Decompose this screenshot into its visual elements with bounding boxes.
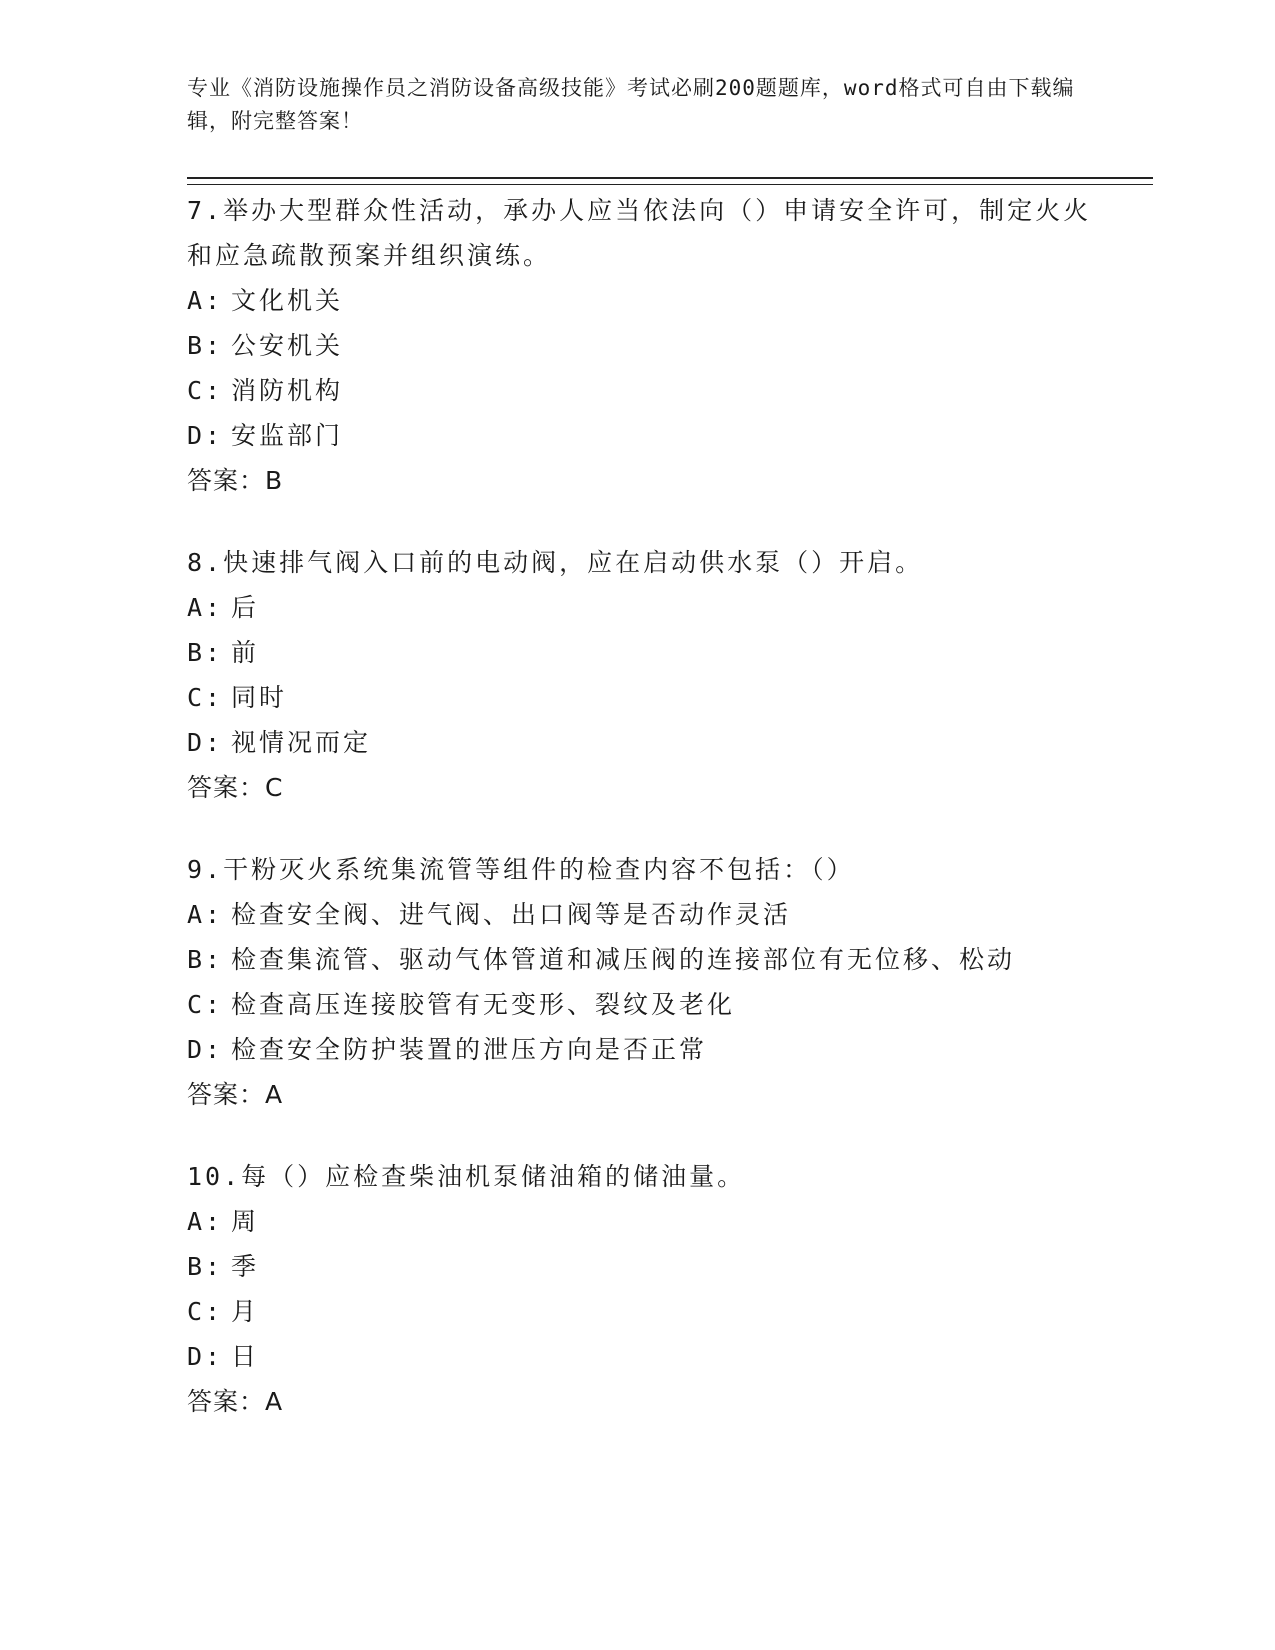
option-c <box>187 368 1107 413</box>
option-b <box>187 1244 1107 1289</box>
answer-line: 答案：A <box>187 1080 284 1109</box>
option-text: 公安机关 <box>231 331 344 360</box>
option-text: 视情况而定 <box>231 728 372 757</box>
question-stem: 9.干粉灭火系统集流管等组件的检查内容不包括：（） <box>187 855 855 884</box>
option-a <box>187 585 1107 630</box>
option-text: 日 <box>231 1342 260 1371</box>
option-a <box>187 278 1107 323</box>
question-8 <box>187 540 1107 810</box>
option-key: B: <box>187 1252 224 1281</box>
option-key: A: <box>187 1207 224 1236</box>
option-c <box>187 982 1107 1027</box>
option-key: A: <box>187 286 224 315</box>
question-7 <box>187 188 1107 503</box>
question-stem: 8.快速排气阀入口前的电动阀，应在启动供水泵（）开启。 <box>187 548 924 577</box>
option-key: A: <box>187 593 224 622</box>
option-c <box>187 1289 1107 1334</box>
option-text: 文化机关 <box>231 286 344 315</box>
option-a <box>187 892 1107 937</box>
option-d <box>187 1027 1107 1072</box>
option-list <box>187 278 1107 458</box>
option-text: 月 <box>231 1297 260 1326</box>
question-10 <box>187 1154 1107 1424</box>
answer-line: 答案：B <box>187 466 284 495</box>
option-text: 消防机构 <box>231 376 344 405</box>
option-key: B: <box>187 945 224 974</box>
option-text: 前 <box>231 638 260 667</box>
option-key: B: <box>187 638 224 667</box>
option-list <box>187 585 1107 765</box>
option-b <box>187 937 1107 982</box>
question-list <box>187 188 1107 1461</box>
option-text: 后 <box>231 593 260 622</box>
option-text: 季 <box>231 1252 260 1281</box>
option-c <box>187 675 1107 720</box>
option-text: 检查高压连接胶管有无变形、裂纹及老化 <box>231 990 736 1019</box>
option-b <box>187 323 1107 368</box>
option-a <box>187 1199 1107 1244</box>
document-header: 专业《消防设施操作员之消防设备高级技能》考试必刷200题题库，word格式可自由下载编辑，附完整答案！ <box>187 76 1075 133</box>
option-key: B: <box>187 331 224 360</box>
option-text: 周 <box>231 1207 260 1236</box>
option-key: D: <box>187 421 224 450</box>
option-key: C: <box>187 1297 224 1326</box>
option-text: 同时 <box>231 683 288 712</box>
option-list <box>187 892 1107 1072</box>
answer-line: 答案：C <box>187 773 284 802</box>
option-b <box>187 630 1107 675</box>
option-d <box>187 720 1107 765</box>
option-d <box>187 413 1107 458</box>
option-list <box>187 1199 1107 1379</box>
option-text: 安监部门 <box>231 421 344 450</box>
question-stem: 7.举办大型群众性活动，承办人应当依法向（）申请安全许可，制定火火和应急疏散预案并组织演练。 <box>187 196 1092 270</box>
option-key: C: <box>187 683 224 712</box>
option-text: 检查安全阀、进气阀、出口阀等是否动作灵活 <box>231 900 792 929</box>
option-key: D: <box>187 1342 224 1371</box>
option-key: D: <box>187 1035 224 1064</box>
option-text: 检查集流管、驱动气体管道和减压阀的连接部位有无位移、松动 <box>231 945 1016 974</box>
question-9 <box>187 847 1107 1117</box>
answer-line: 答案：A <box>187 1387 284 1416</box>
option-key: C: <box>187 376 224 405</box>
option-text: 检查安全防护装置的泄压方向是否正常 <box>231 1035 708 1064</box>
question-stem: 10.每（）应检查柴油机泵储油箱的储油量。 <box>187 1162 746 1191</box>
header-divider <box>187 177 1153 185</box>
option-key: C: <box>187 990 224 1019</box>
option-key: A: <box>187 900 224 929</box>
option-d <box>187 1334 1107 1379</box>
option-key: D: <box>187 728 224 757</box>
